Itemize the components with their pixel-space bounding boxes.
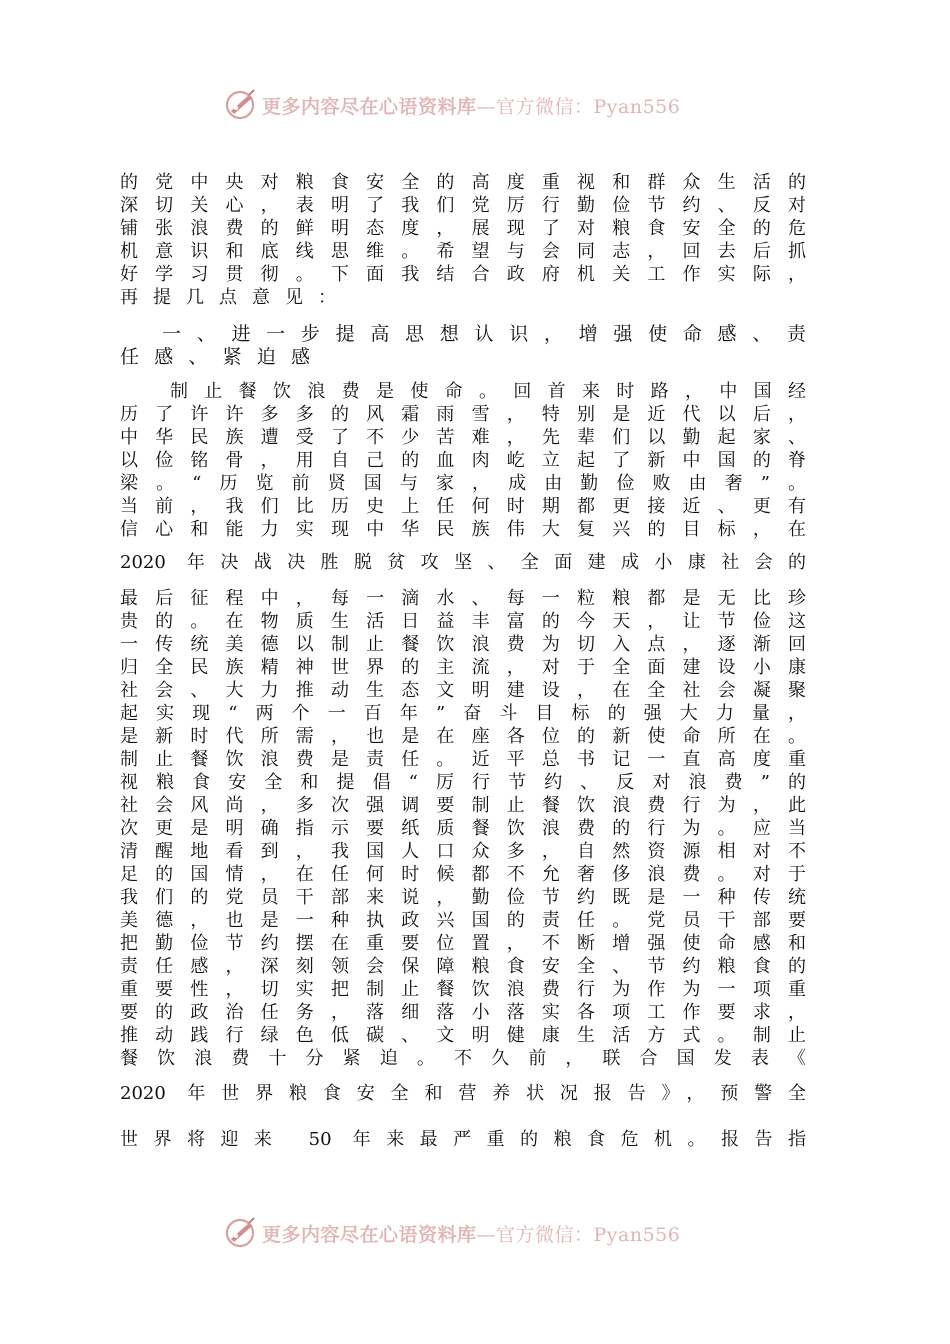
watermark-text [262,1220,680,1247]
text-line: 美德，也是一种执政兴国的责任。党员干部要 [120,910,806,931]
text-line: 推动践行绿色低碳、文明健康生活方式。制止 [120,1025,806,1046]
watermark-text [262,92,680,119]
text-line: 清醒地看到，我国人口众多，自然资源相对不 [120,841,806,862]
text-line: 要的政治任务，落细落小落实各项工作要求， [120,1002,806,1023]
text-line: 社会、大力推动生态文明建设，在全社会凝聚 [120,680,806,701]
watermark-banner-top [0,84,950,124]
watermark-brand: 更多内容尽在心语资料库 [262,96,477,118]
section-heading: 一、进一步提高思想认识，增强使命感、责 [162,323,806,345]
text-line: 机意识和底线思维。希望与会同志，回去后抓 [120,241,806,262]
watermark-banner-bottom [0,1212,950,1252]
text-line: 再提几点意见： [120,287,336,308]
text-line: 社会风尚，多次强调要制止餐饮浪费行为，此 [120,795,806,816]
text-line: 是新时代所需，也是在座各位的新使命所在。 [120,726,806,747]
text-line: 足的国情，在任何时候都不允奢侈浪费。对于 [120,864,806,885]
text-line: 制止餐饮浪费是责任。近平总书记一直高度重 [120,749,806,770]
text-line: 起实现“两个一百年”奋斗目标的强大力量， [120,703,806,724]
pen-logo-icon [222,1214,258,1250]
text-line: 的党中央对粮食安全的高度重视和群众生活的 [120,172,806,193]
text-line: 深切关心，表明了我们党厉行勤俭节约、反对 [120,195,806,216]
watermark-dash: — [476,96,497,118]
text-line: 2020 年决战决胜脱贫攻坚、全面建成小康社会的 [120,552,806,573]
text-line: 好学习贯彻。下面我结合政府机关工作实际， [120,264,806,285]
text-line: 餐饮浪费十分紧迫。不久前，联合国发表《 [120,1048,806,1069]
text-line: 当前，我们比历史上任何时期都更接近、更有 [120,496,806,517]
text-line: 贵的。在物质生活日益丰富的今天，让节俭这 [120,611,806,632]
text-line: 铺张浪费的鲜明态度，展现了对粮食安全的危 [120,218,806,239]
text-line: 重要性，切实把制止餐饮浪费行为作为一项重 [120,979,806,1000]
pen-logo-icon [222,86,258,122]
text-line: 世界将迎来 50 年来最严重的粮食危机。报告指 [120,1129,806,1150]
watermark-suffix: 官方微信：Pyan556 [496,96,681,118]
text-line: 历了许许多多的风霜雨雪，特别是近代以后， [120,404,806,425]
section-heading: 任感、紧迫感 [120,346,310,368]
text-line: 把勤俭节约摆在重要位置，不断增强使命感和 [120,933,806,954]
text-line: 次更是明确指示要纸质餐饮浪费的行为。应当 [120,818,806,839]
text-line: 中华民族遭受了不少苦难，先辈们以勤起家、 [120,427,806,448]
watermark-brand: 更多内容尽在心语资料库 [262,1224,477,1246]
watermark-suffix: 官方微信：Pyan556 [496,1224,681,1246]
text-line: 梁。“历览前贤国与家，成由勤俭败由奢”。 [120,473,806,494]
watermark-dash: — [476,1224,497,1246]
text-line: 以俭铭骨，用自己的血肉屹立起了新中国的脊 [120,450,806,471]
text-line: 信心和能力实现中华民族伟大复兴的目标，在 [120,519,806,540]
text-line: 归全民族精神世界的主流，对于全面建设小康 [120,657,806,678]
text-line: 最后征程中，每一滴水、每一粒粮都是无比珍 [120,588,806,609]
text-line: 视粮食安全和提倡“厉行节约、反对浪费”的 [120,772,806,793]
text-line: 责任感，深刻领会保障粮食安全、节约粮食的 [120,956,806,977]
text-line: 制止餐饮浪费是使命。回首来时路，中国经 [170,381,806,402]
text-line: 我们的党员干部来说，勤俭节约既是一种传统 [120,887,806,908]
text-line: 2020 年世界粮食安全和营养状况报告》，预警全 [120,1083,806,1104]
text-line: 一传统美德以制止餐饮浪费为切入点，逐渐回 [120,634,806,655]
